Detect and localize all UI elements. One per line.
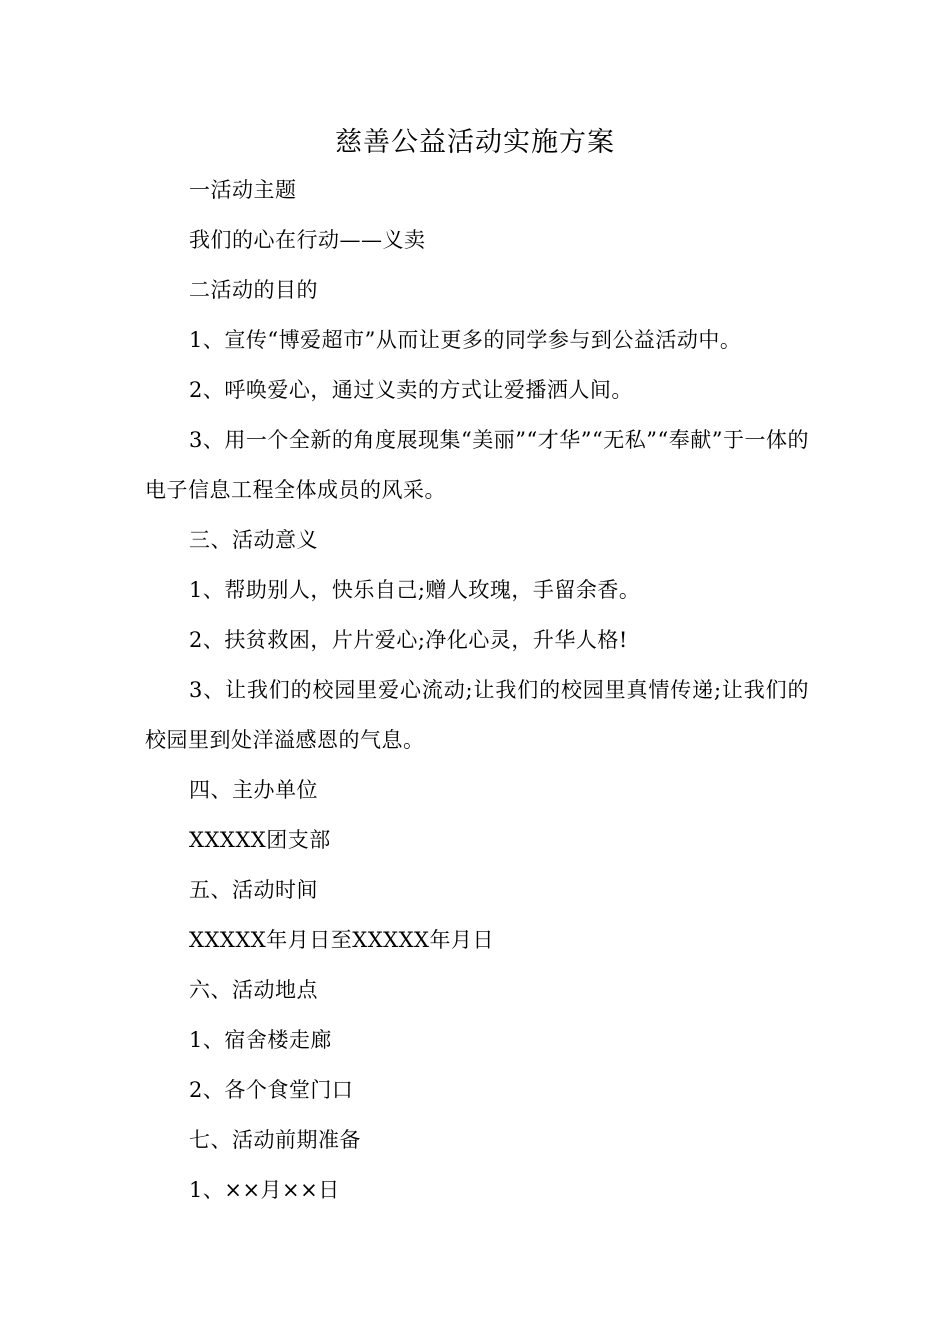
paragraph-purpose-1: 1、宣传“博爱超市”从而让更多的同学参与到公益活动中。	[189, 328, 742, 352]
paragraph-location-1: 1、宿舍楼走廊	[189, 1028, 332, 1052]
section-heading-time: 五、活动时间	[189, 878, 318, 902]
document-title: 慈善公益活动实施方案	[335, 127, 615, 158]
section-heading-preparation: 七、活动前期准备	[189, 1128, 361, 1152]
paragraph-significance-3: 3、让我们的校园里爱心流动;让我们的校园里真情传递;让我们的校园里到处洋溢感恩的气息。	[145, 678, 809, 752]
section-heading-purpose: 二活动的目的	[189, 278, 318, 302]
section-heading-organizer: 四、主办单位	[189, 778, 318, 802]
section-heading-location: 六、活动地点	[189, 978, 318, 1002]
section-heading-significance: 三、活动意义	[189, 528, 318, 552]
paragraph-purpose-2: 2、呼唤爱心，通过义卖的方式让爱播洒人间。	[189, 378, 633, 402]
paragraph-significance-1: 1、帮助别人，快乐自己;赠人玫瑰，手留余香。	[189, 578, 641, 602]
section-heading-theme: 一活动主题	[189, 178, 297, 202]
paragraph-location-2: 2、各个食堂门口	[189, 1078, 354, 1102]
document-body	[145, 165, 809, 1215]
paragraph-purpose-3: 3、用一个全新的角度展现集“美丽”“才华”“无私”“奉献”于一体的电子信息工程全体成员的风采。	[145, 428, 809, 502]
paragraph-time: XXXXX年月日至XXXXX年月日	[189, 928, 495, 952]
paragraph-theme: 我们的心在行动——义卖	[189, 228, 426, 252]
paragraph-organizer: XXXXX团支部	[189, 828, 331, 852]
paragraph-preparation-1: 1、××月××日	[189, 1178, 340, 1202]
paragraph-significance-2: 2、扶贫救困，片片爱心;净化心灵，升华人格!	[189, 628, 628, 652]
